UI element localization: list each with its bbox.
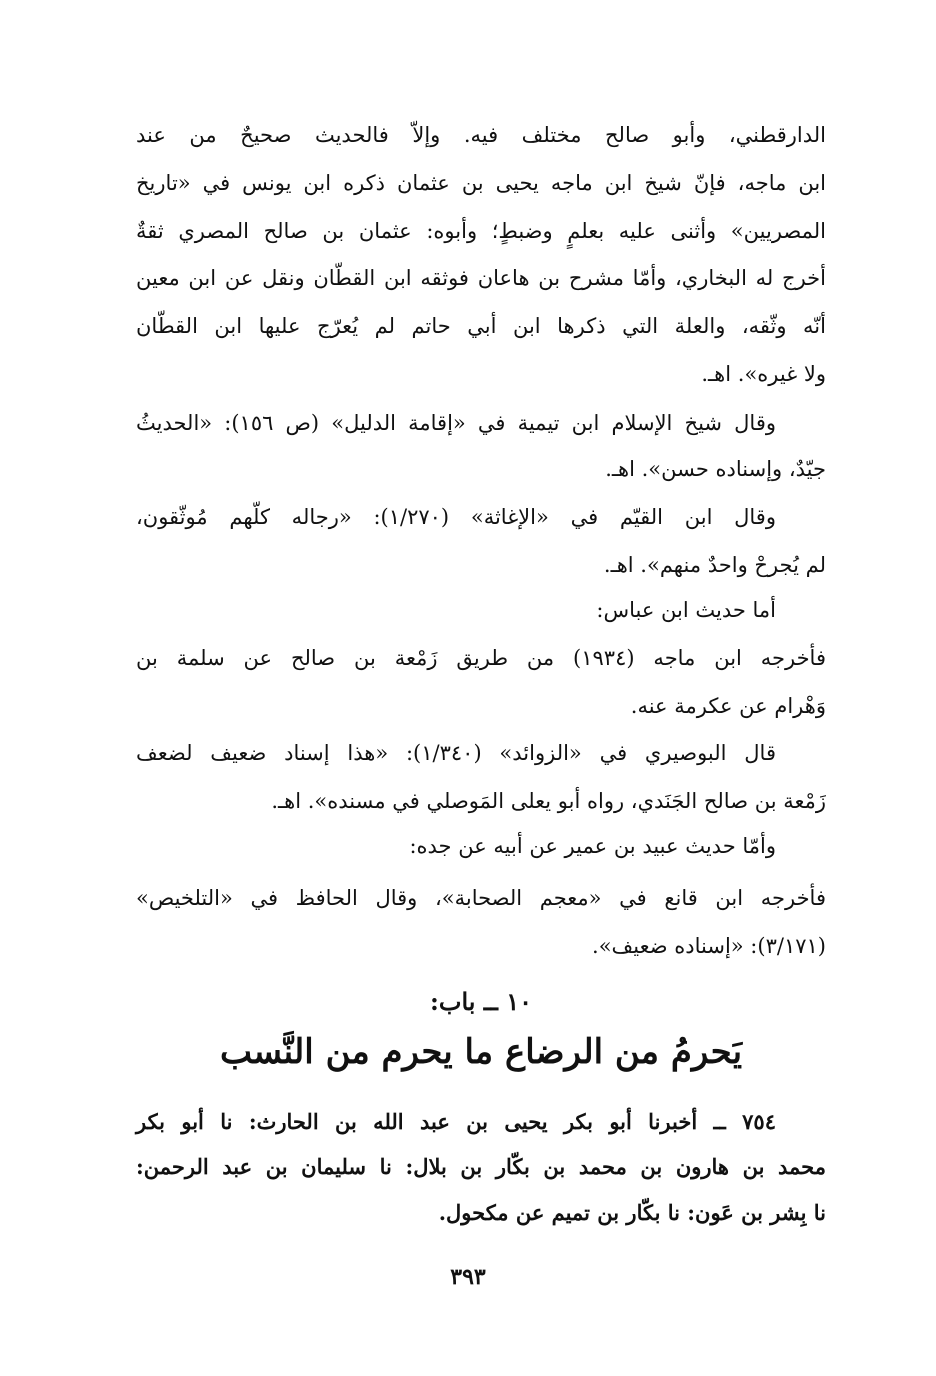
paragraph-line: وقال ابن القيّم في «الإغاثة» (١/٢٧٠): «رجاله كلّهم مُوثّقون، (136, 505, 776, 529)
chapter-number: ١٠ ــ باب: (430, 987, 532, 1016)
paragraph-line: أخرج له البخاري، وأمّا مشرح بن هاعان فوثقه ابن القطّان ونقل عن ابن معين (136, 266, 826, 290)
hadith-line: ٧٥٤ ــ أخبرنا أبو بكر يحيى بن عبد الله بن الحارث: نا أبو بكر (136, 1109, 776, 1134)
hadith-line: محمد بن هارون بن محمد بن بكّار بن بلال: نا سليمان بن عبد الرحمن: (136, 1154, 826, 1179)
paragraph-line: (٣/١٧١): «إسناده ضعيف». (592, 934, 826, 958)
chapter-title: يَحرمُ من الرضاع ما يحرم من النَّسب (219, 1032, 743, 1072)
paragraph-line: الدارقطني، وأبو صالح مختلف فيه. وإلاّ فالحديث صحيحٌ من عند (136, 123, 826, 147)
paragraph-line: فأخرجه ابن ماجه (١٩٣٤) من طريق زَمْعة بن صالح عن سلمة بن (136, 646, 826, 670)
paragraph-line: ولا غيره». اهـ. (701, 362, 826, 386)
paragraph-line: وَهْرام عن عكرمة عنه. (630, 694, 826, 718)
paragraph-line: قال البوصيري في «الزوائد» (١/٣٤٠): «هذا إسناد ضعيف لضعف (136, 741, 776, 765)
paragraph-line: لم يُجرحْ واحدٌ منهم». اهـ. (603, 553, 826, 577)
paragraph-line: وأمّا حديث عبيد بن عمير عن أبيه عن جده: (409, 834, 776, 858)
paragraph-line: أنّه وثّقه، والعلة التي ذكرها ابن أبي حاتم لم يُعرّج عليها ابن القطّان (136, 314, 826, 338)
paragraph-line: فأخرجه ابن قانع في «معجم الصحابة»، وقال الحافظ في «التلخيص» (136, 886, 826, 910)
page-number: ٣٩٣ (450, 1264, 486, 1290)
paragraph-line: وقال شيخ الإسلام ابن تيمية في «إقامة الدليل» (ص ١٥٦): «الحديثُ (136, 411, 776, 435)
paragraph-line: جيّدٌ، وإسناده حسن». اهـ. (605, 457, 826, 481)
paragraph-line: زَمْعة بن صالح الجَنَدي، رواه أبو يعلى المَوصلي في مسنده». اهـ. (271, 789, 826, 813)
paragraph-line: أما حديث ابن عباس: (596, 598, 776, 622)
hadith-line: نا بِشر بن عَون: نا بكّار بن تميم عن مكحول. (438, 1200, 826, 1225)
paragraph-line: المصريين» وأثنى عليه بعلمٍ وضبطٍ؛ وأبوه: عثمان بن صالح المصري ثقةٌ (136, 219, 826, 243)
paragraph-line: ابن ماجه، فإنّ شيخ ابن ماجه يحيى بن عثمان ذكره ابن يونس في «تاريخ (136, 171, 826, 195)
